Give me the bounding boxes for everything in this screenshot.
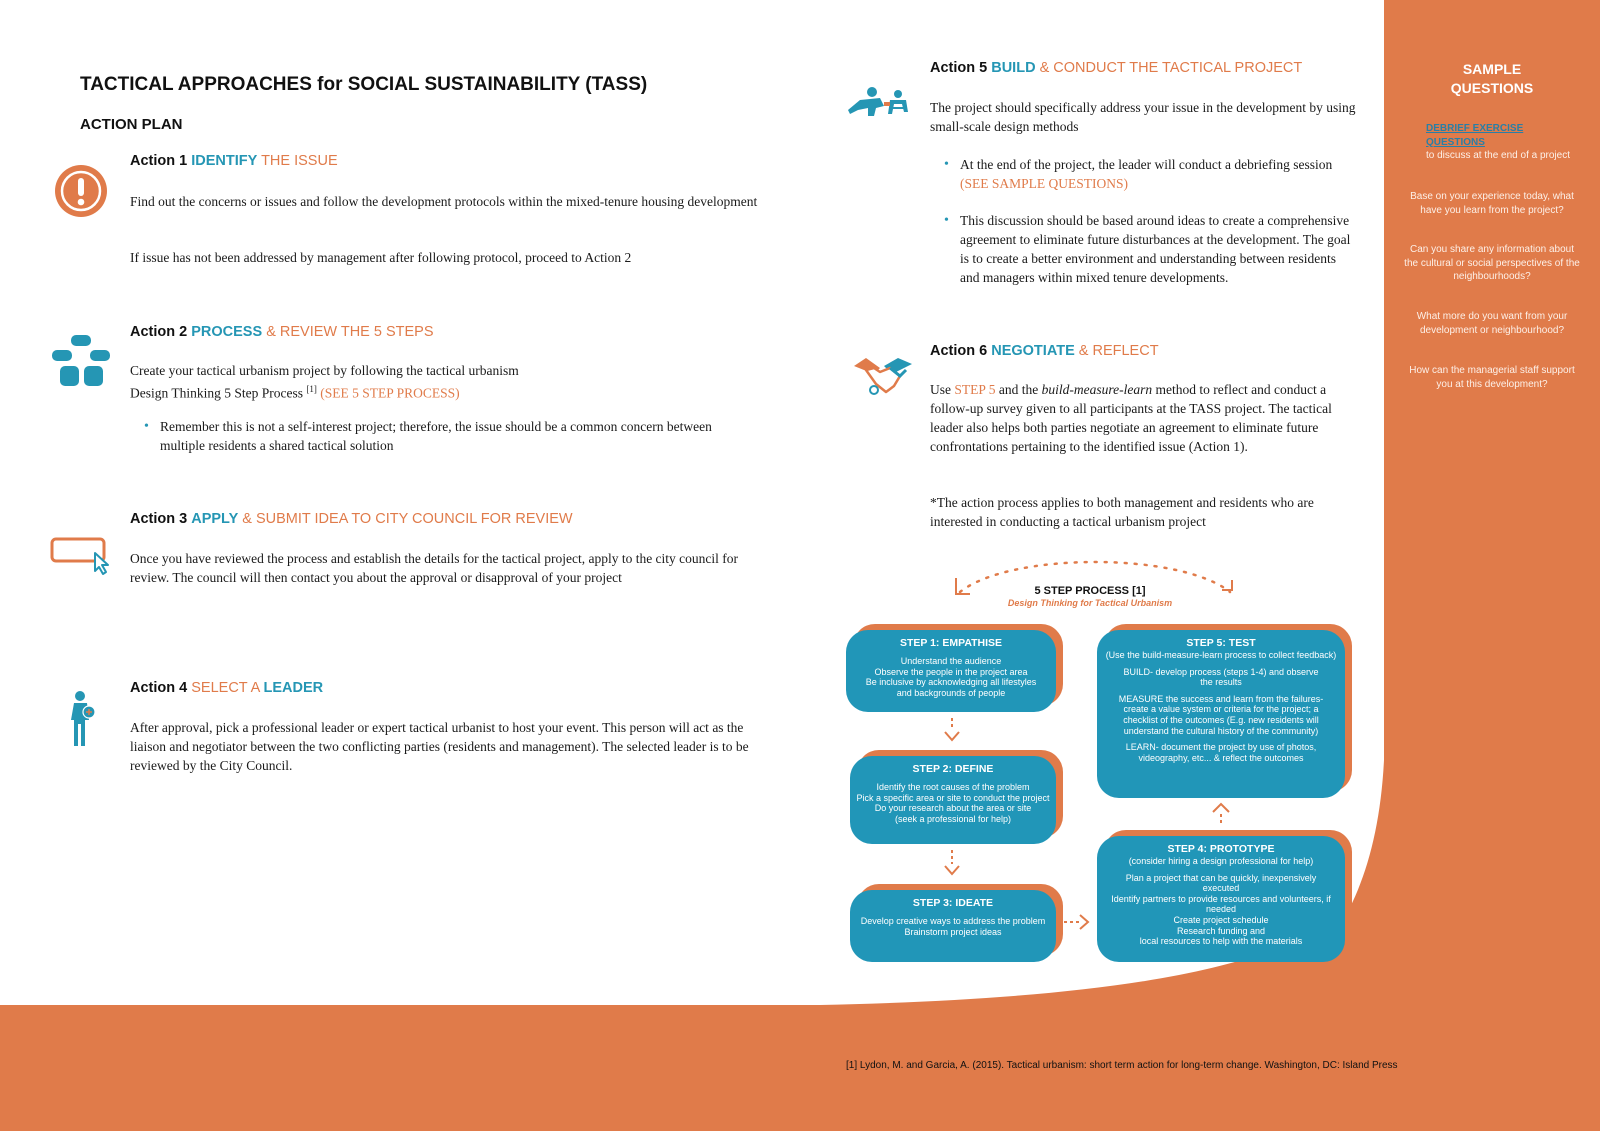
bottom-band xyxy=(0,920,1600,1131)
builders-icon xyxy=(846,86,914,120)
document-subtitle: ACTION PLAN xyxy=(80,116,183,133)
arrow-up-icon xyxy=(1210,800,1232,826)
action-5-bullet-1: • At the end of the project, the leader will conduct a debriefing session (SEE SAMPLE QUESTIONS) xyxy=(944,155,1354,193)
action-2-heading: Action 2 PROCESS & REVIEW THE 5 STEPS xyxy=(130,324,434,340)
debrief-link[interactable]: DEBRIEF EXERCISE QUESTIONS xyxy=(1426,123,1524,148)
question-4: How can the managerial staff support you at this development? xyxy=(1409,365,1575,390)
step-2-box: STEP 2: DEFINE Identify the root causes of the problem Pick a specific area or site to conduct the project Do your research about the area or site (seek a professional for help) xyxy=(850,756,1056,844)
step-5-box: STEP 5: TEST (Use the build-measure-learn process to collect feedback) BUILD- develop process (steps 1-4) and observe the results MEASURE the success and learn from the failures- create a value system or criteria for the project; a checklist of the outcomes (E.g. new residents will understand the cultural history of the community) LEARN- document the project by use of photos, videography, etc... & reflect the outcomes xyxy=(1097,630,1345,798)
question-2: Can you share any information about the cultural or social perspectives of the neighbourhoods? xyxy=(1404,244,1580,282)
question-3: What more do you want from your development or neighbourhood? xyxy=(1416,311,1568,336)
footnote: [1] Lydon, M. and Garcia, A. (2015). Tactical urbanism: short term action for long-term change. Washington, DC: Island Press xyxy=(846,1060,1398,1071)
action-6-note: *The action process applies to both management and residents who are interested in conducting a tactical urbanism project xyxy=(930,495,1314,529)
action-2-text: Create your tactical urbanism project by following the tactical urbanism Design Thinking 5 Step Process [1] (SEE 5 STEP PROCESS) xyxy=(130,363,519,401)
arrow-down-icon xyxy=(942,848,962,878)
debrief-block xyxy=(1426,122,1576,163)
action-3-text: Once you have reviewed the process and establish the details for the tactical project, apply to the city council for review. The council will then contact you about the approval or disapproval of your project xyxy=(130,551,739,585)
action-6-text: Use STEP 5 and the build-measure-learn method to reflect and conduct a follow-up survey given to all participants at the TASS project. The tactical leader also helps both parties negotiate an agreement to eliminate future confrontations pertaining to the identified issue (Action 1). xyxy=(930,382,1332,454)
debrief-text: to discuss at the end of a project xyxy=(1426,150,1570,161)
action-6-heading: Action 6 NEGOTIATE & REFLECT xyxy=(930,343,1159,359)
alert-icon xyxy=(53,163,109,219)
side-title: SAMPLE QUESTIONS xyxy=(1450,61,1534,96)
action-2-bullet: • Remember this is not a self-interest project; therefore, the issue should be a common concern between multiple residents a shared tactical solution xyxy=(144,417,744,455)
side-panel xyxy=(1384,0,1600,1131)
step-3-box: STEP 3: IDEATE Develop creative ways to address the problem Brainstorm project ideas xyxy=(850,890,1056,962)
handshake-icon xyxy=(852,356,914,402)
action-4-text: After approval, pick a professional leader or expert tactical urbanist to host your event. This person will act as the liaison and negotiator between the two conflicting parties (residents and management). The selected leader is to be reviewed by the City Council. xyxy=(130,720,749,773)
document-title: TACTICAL APPROACHES for SOCIAL SUSTAINABILITY (TASS) xyxy=(80,74,648,95)
action-5-heading: Action 5 BUILD & CONDUCT THE TACTICAL PROJECT xyxy=(930,60,1303,76)
action-3-heading: Action 3 APPLY & SUBMIT IDEA TO CITY COUNCIL FOR REVIEW xyxy=(130,511,573,527)
see-5-step-link[interactable]: (SEE 5 STEP PROCESS) xyxy=(320,385,460,401)
step-1-box: STEP 1: EMPATHISE Understand the audience Observe the people in the project area Be inclusive by acknowledging all lifestyles and backgrounds of people xyxy=(846,630,1056,712)
action-5-text: The project should specifically address your issue in the development by using small-scale design methods xyxy=(930,100,1356,134)
process-subtitle: Design Thinking for Tactical Urbanism xyxy=(1007,598,1173,608)
arrow-down-icon xyxy=(942,716,962,744)
step-4-box: STEP 4: PROTOTYPE (consider hiring a design professional for help) Plan a project that can be quickly, inexpensively executed Identify partners to provide resources and volunteers, if needed Create project schedule Research funding and local resources to help with the materials xyxy=(1097,836,1345,962)
arrow-right-icon xyxy=(1062,912,1092,932)
person-icon xyxy=(66,690,100,748)
blocks-icon xyxy=(50,333,112,389)
action-5-bullet-2: • This discussion should be based around ideas to create a comprehensive agreement to eliminate future disturbances at the development. The goal is to create a better environment and understanding between residents and managers within mixed tenure developments. xyxy=(944,211,1354,287)
action-1-heading: Action 1 IDENTIFY THE ISSUE xyxy=(130,153,338,169)
action-1-note: If issue has not been addressed by management after following protocol, proceed to Action 2 xyxy=(130,250,632,265)
question-1: Base on your experience today, what have you learn from the project? xyxy=(1410,191,1574,216)
see-sample-questions-link[interactable]: (SEE SAMPLE QUESTIONS) xyxy=(960,176,1129,191)
click-icon xyxy=(50,536,114,576)
action-1-text: Find out the concerns or issues and follow the development protocols within the mixed-tenure housing development xyxy=(130,194,758,209)
action-4-heading: Action 4 SELECT A LEADER xyxy=(130,680,324,696)
process-title: 5 STEP PROCESS [1] xyxy=(1034,585,1146,597)
